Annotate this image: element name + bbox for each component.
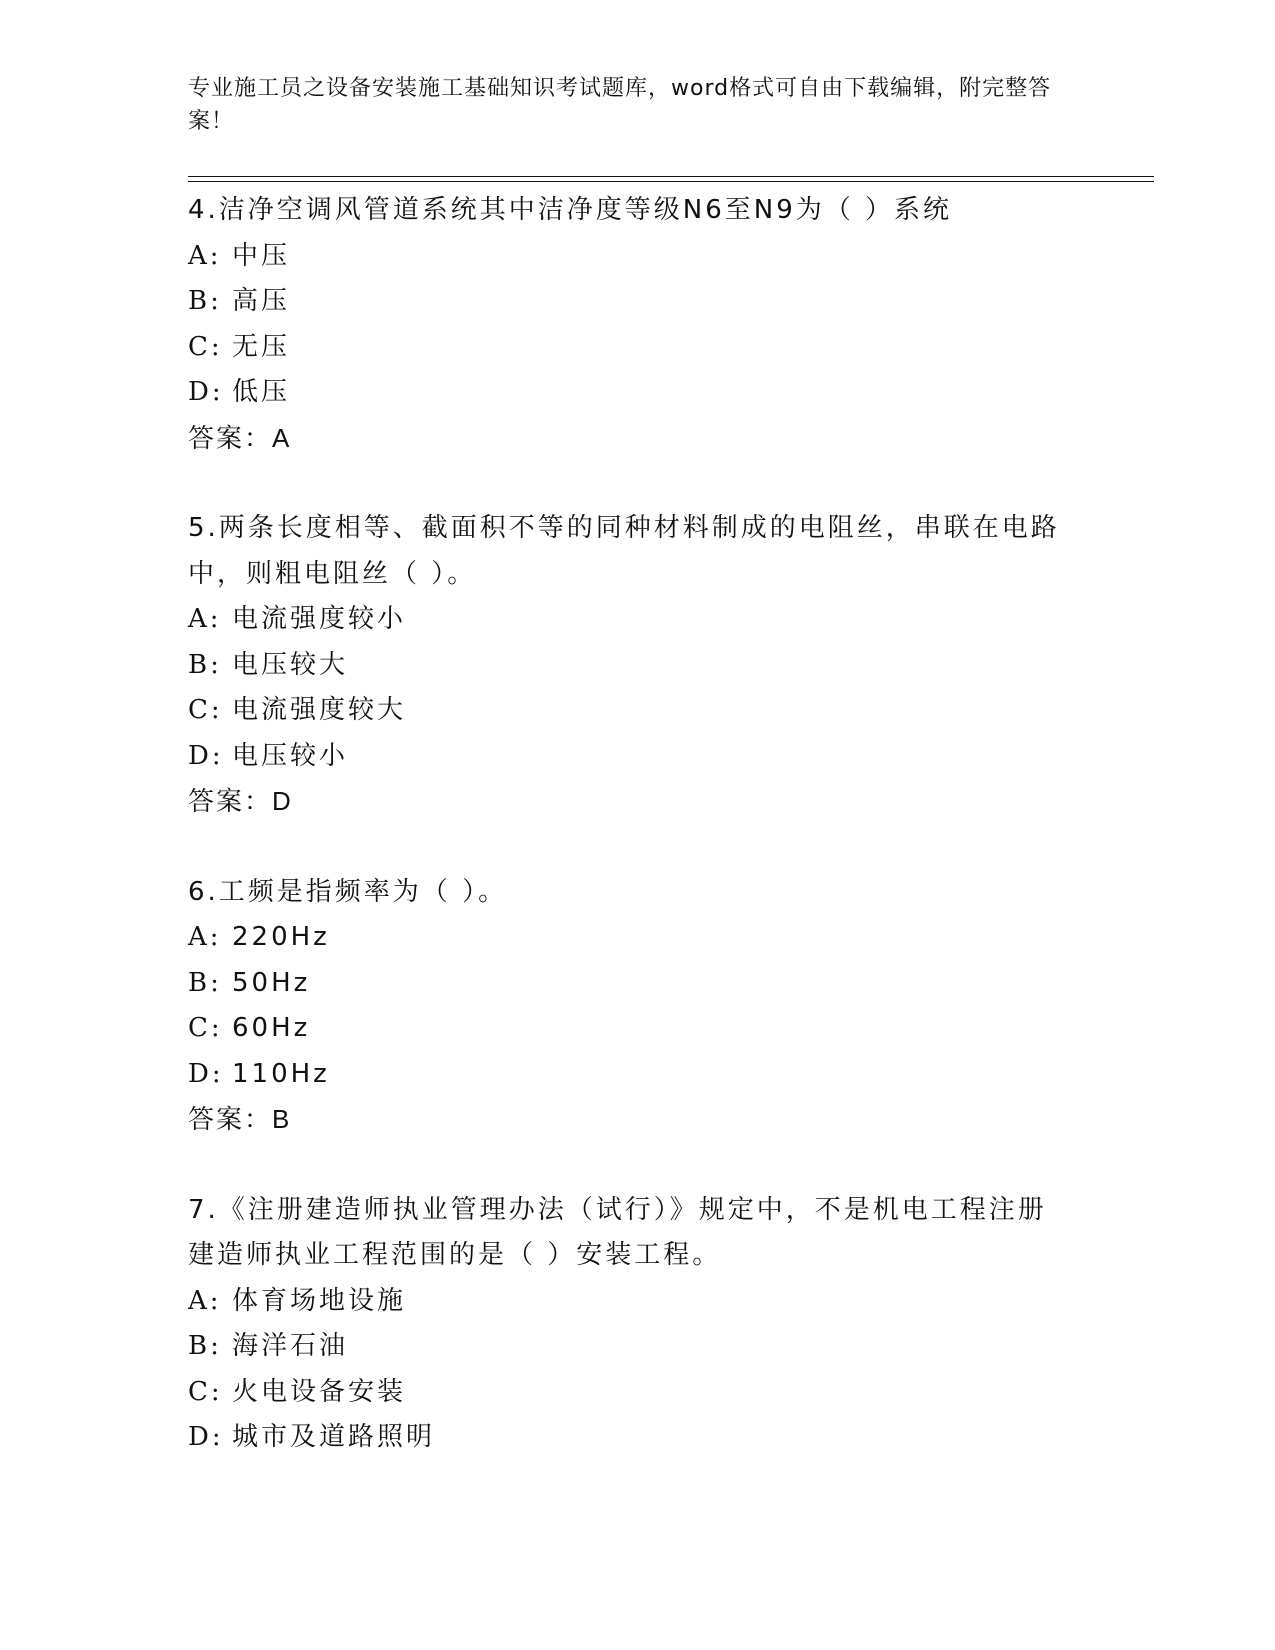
header-divider-bottom (188, 181, 1154, 182)
option-text: 电压较大 (232, 649, 349, 680)
question-5 (188, 506, 1068, 825)
option-text: 60Hz (232, 1013, 311, 1043)
option-text: 海洋石油 (232, 1331, 349, 1361)
option-label: A: (188, 1285, 222, 1316)
option-text: 50Hz (232, 967, 311, 998)
option-c (188, 688, 1068, 734)
option-b (188, 279, 1068, 325)
option-d (188, 1052, 1068, 1098)
option-text: 220Hz (232, 922, 330, 952)
option-b (188, 961, 1068, 1007)
header-divider-top (188, 176, 1154, 177)
question-list (188, 188, 1068, 1506)
option-label: B: (188, 967, 222, 998)
option-label: C: (188, 1013, 223, 1043)
option-label: D: (188, 377, 224, 407)
option-label: C: (188, 331, 223, 362)
option-label: A: (188, 240, 222, 271)
option-label: B: (188, 649, 222, 680)
question-4 (188, 188, 1068, 461)
option-b (188, 643, 1068, 689)
option-b (188, 1324, 1068, 1370)
option-label: C: (188, 1376, 223, 1407)
option-text: 电流强度较大 (232, 695, 407, 725)
option-text: 110Hz (232, 1058, 330, 1089)
option-label: B: (188, 286, 222, 316)
answer-line: 答案：B (188, 1104, 292, 1134)
option-d (188, 734, 1068, 780)
option-a (188, 1279, 1068, 1325)
option-text: 电流强度较小 (232, 604, 407, 634)
option-label: D: (188, 740, 224, 771)
option-label: B: (188, 1331, 222, 1361)
option-text: 无压 (232, 331, 291, 362)
question-stem: 4.洁净空调风管道系统其中洁净度等级N6至N9为（ ）系统 (188, 195, 953, 225)
option-c (188, 1370, 1068, 1416)
option-d (188, 370, 1068, 416)
question-stem: 5.两条长度相等、截面积不等的同种材料制成的电阻丝，串联在电路中，则粗电阻丝（ ）。 (188, 513, 1060, 589)
question-6 (188, 870, 1068, 1143)
option-a (188, 597, 1068, 643)
option-label: D: (188, 1058, 224, 1089)
option-c (188, 1006, 1068, 1052)
option-a (188, 915, 1068, 961)
document-header: 专业施工员之设备安装施工基础知识考试题库，word格式可自由下载编辑，附完整答案！ (188, 76, 1052, 134)
question-stem: 6.工频是指频率为（ ）。 (188, 876, 508, 907)
option-a (188, 234, 1068, 280)
option-label: A: (188, 604, 222, 634)
option-c (188, 325, 1068, 371)
option-label: D: (188, 1422, 224, 1452)
option-text: 火电设备安装 (232, 1376, 407, 1407)
option-text: 中压 (232, 240, 291, 271)
option-text: 电压较小 (232, 740, 349, 771)
option-label: C: (188, 695, 223, 725)
option-text: 低压 (232, 377, 291, 407)
answer-line: 答案：A (188, 422, 292, 453)
option-label: A: (188, 922, 222, 952)
option-text: 城市及道路照明 (232, 1422, 436, 1452)
answer-line: 答案：D (188, 786, 293, 816)
question-stem: 7.《注册建造师执业管理办法（试行）》规定中，不是机电工程注册建造师执业工程范围的是（ ）安装工程。 (188, 1194, 1047, 1270)
option-text: 高压 (232, 286, 291, 316)
question-7 (188, 1188, 1068, 1461)
option-d (188, 1415, 1068, 1461)
option-text: 体育场地设施 (232, 1285, 407, 1316)
